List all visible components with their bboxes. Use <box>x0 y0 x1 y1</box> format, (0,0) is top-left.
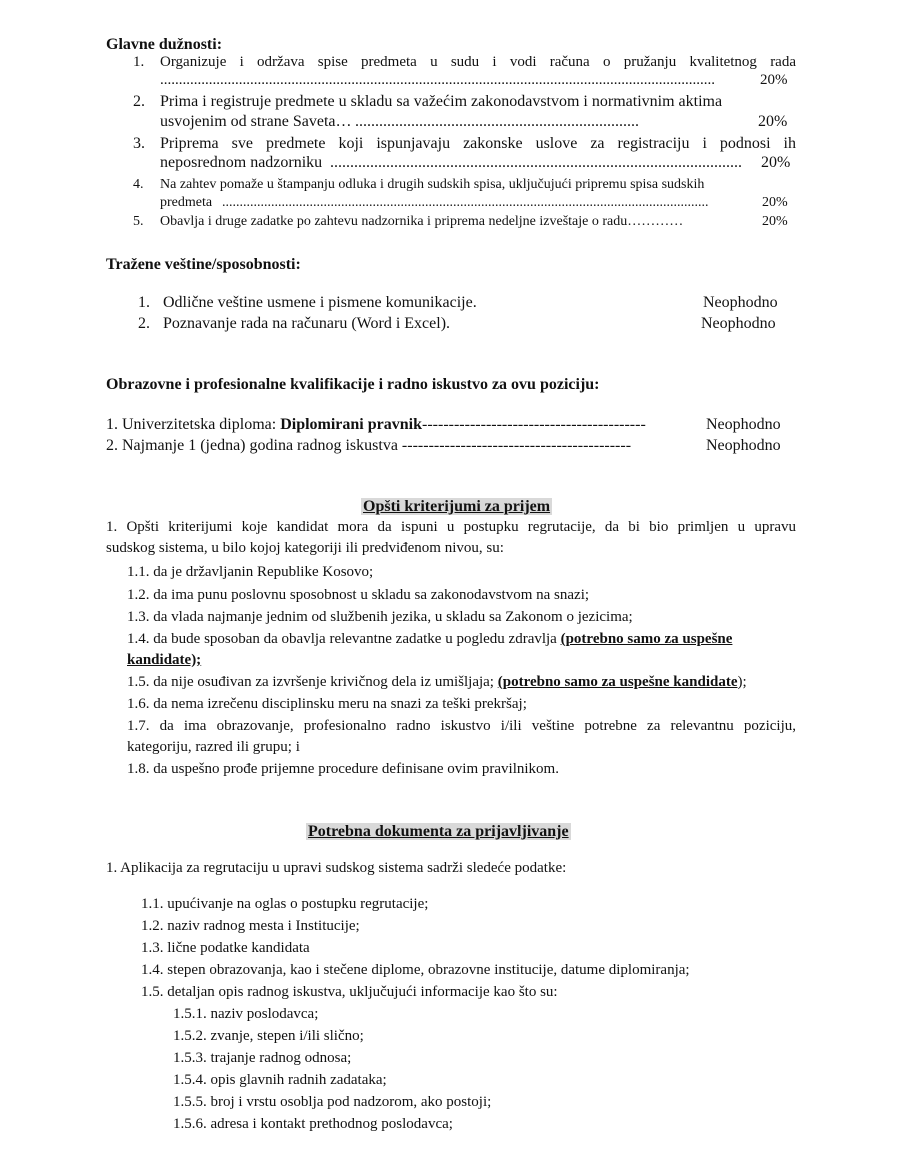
criteria-heading <box>361 498 552 516</box>
duty-5-number: 5. <box>133 214 144 229</box>
skills-heading: Tražene veštine/sposobnosti: <box>106 256 301 273</box>
qualification-2-dashes: ------------------------------------------- <box>401 437 632 454</box>
criteria-item-2: 1.2. da ima punu poslovnu sposobnost u skladu sa zakonodavstvom na snazi; <box>127 587 590 603</box>
duty-4-text-cont: predmeta <box>160 195 213 210</box>
criteria-item-7-cont: kategoriju, razred ili grupu; i <box>127 739 300 755</box>
criteria-item-4-note-cont: kandidate); <box>127 652 202 668</box>
criteria-intro-2: sudskog sistema, u bilo kojoj kategoriji ili predviđenom nivou, su: <box>106 540 504 556</box>
qualification-2-prefix: 2. Najmanje 1 (jedna) godina radnog iskustva <box>106 437 402 454</box>
criteria-item-4 <box>127 631 732 648</box>
duty-1-number: 1. <box>133 54 145 70</box>
duty-5-text: Obavlja i druge zadatke po zahtevu nadzornika i priprema nedeljne izveštaje o radu………… <box>160 214 684 229</box>
documents-item-1: 1.1. upućivanje na oglas o postupku regrutacije; <box>141 896 429 912</box>
duties-heading: Glavne dužnosti: <box>106 36 223 53</box>
duty-2-number: 2. <box>133 93 145 110</box>
qualification-2 <box>106 437 631 455</box>
duty-2-percent: 20% <box>758 113 788 130</box>
skill-2-text: Poznavanje rada na računaru (Word i Excel). <box>163 315 451 332</box>
duty-1-percent: 20% <box>760 72 788 88</box>
qualification-1-dashes: ------------------------------------------ <box>422 416 646 433</box>
documents-item-3: 1.3. lične podatke kandidata <box>141 940 310 956</box>
duty-3-text-cont: neposrednom nadzorniku <box>160 154 323 171</box>
skill-1-status: Neophodno <box>703 294 778 311</box>
skill-1-number: 1. <box>138 294 150 311</box>
documents-item-5: 1.5. detaljan opis radnog iskustva, uključujući informacije kao što su: <box>141 984 558 1000</box>
documents-item-4: 1.4. stepen obrazovanja, kao i stečene diplome, obrazovne institucije, datume diplomiranja; <box>141 962 690 978</box>
documents-subitem-1: 1.5.1. naziv poslodavca; <box>173 1006 319 1022</box>
criteria-item-5-end: ); <box>737 674 747 690</box>
duty-2-dots: ....................................................................... <box>355 113 639 130</box>
documents-subitem-6: 1.5.6. adresa i kontakt prethodnog poslodavca; <box>173 1116 453 1132</box>
duty-4-dots: ........................................................................................................................................... <box>222 195 709 210</box>
documents-intro: 1. Aplikacija za regrutaciju u upravi sudskog sistema sadrži sledeće podatke: <box>106 860 567 876</box>
duty-4-percent: 20% <box>762 195 788 210</box>
duty-1-dots: .................................................................................................................................................... <box>160 72 715 88</box>
duty-3-dots: ....................................................................................................... <box>330 154 742 171</box>
duty-4-text: Na zahtev pomaže u štampanju odluka i drugih sudskih spisa, uključujući pripremu spisa sudskih <box>160 177 705 192</box>
criteria-item-6: 1.6. da nema izrečenu disciplinsku meru na snazi za teški prekršaj; <box>127 696 527 712</box>
duty-2-text-cont: usvojenim od strane Saveta… <box>160 113 352 130</box>
documents-subitem-2: 1.5.2. zvanje, stepen i/ili slično; <box>173 1028 364 1044</box>
documents-subitem-4: 1.5.4. opis glavnih radnih zadataka; <box>173 1072 387 1088</box>
duty-2-text: Prima i registruje predmete u skladu sa važećim zakonodavstvom i normativnim aktima <box>160 93 723 110</box>
qualification-1-status: Neophodno <box>706 416 781 433</box>
duty-4-number: 4. <box>133 177 144 192</box>
duty-3-number: 3. <box>133 135 145 152</box>
qualification-1 <box>106 416 646 434</box>
skill-1-text: Odlične veštine usmene i pismene komunikacije. <box>163 294 477 311</box>
documents-subitem-5: 1.5.5. broj i vrstu osoblja pod nadzorom, ako postoji; <box>173 1094 492 1110</box>
skill-2-status: Neophodno <box>701 315 776 332</box>
criteria-item-5-note: (potrebno samo za uspešne kandidate <box>497 674 738 690</box>
criteria-item-3: 1.3. da vlada najmanje jednim od službenih jezika, u skladu sa Zakonom o jezicima; <box>127 609 633 625</box>
duty-3-percent: 20% <box>761 154 791 171</box>
criteria-item-7: 1.7. da ima obrazovanje, profesionalno radno iskustvo i/ili veštine potrebne za relevantnu poziciju, <box>127 718 796 734</box>
criteria-item-8: 1.8. da uspešno prođe prijemne procedure definisane ovim pravilnikom. <box>127 761 559 777</box>
criteria-item-1: 1.1. da je državljanin Republike Kosovo; <box>127 564 374 580</box>
qualification-2-status: Neophodno <box>706 437 781 454</box>
duty-3-text: Priprema sve predmete koji ispunjavaju zakonske uslove za registraciju i podnosi ih <box>160 135 796 152</box>
criteria-heading-text: Opšti kriterijumi za prijem <box>363 498 551 515</box>
criteria-intro-1: 1. Opšti kriterijumi koje kandidat mora da ispuni u postupku regrutacije, da bi bio primljen u upravu <box>106 519 796 535</box>
duty-1-text: Organizuje i održava spise predmeta u sudu i vodi računa o pružanju kvalitetnog rada <box>160 54 796 70</box>
criteria-item-4-note: (potrebno samo za uspešne <box>560 631 733 647</box>
criteria-item-5 <box>127 674 747 691</box>
skill-2-number: 2. <box>138 315 150 332</box>
duty-5-percent: 20% <box>762 214 788 229</box>
criteria-item-5-text: 1.5. da nije osuđivan za izvršenje krivičnog dela iz umišljaja; <box>127 674 498 690</box>
qualification-1-prefix: 1. Univerzitetska diploma: <box>106 416 281 433</box>
documents-subitem-3: 1.5.3. trajanje radnog odnosa; <box>173 1050 352 1066</box>
qualification-1-degree: Diplomirani pravnik <box>280 416 422 433</box>
documents-heading <box>306 823 571 841</box>
documents-item-2: 1.2. naziv radnog mesta i Institucije; <box>141 918 360 934</box>
documents-heading-text: Potrebna dokumenta za prijavljivanje <box>308 823 569 840</box>
criteria-item-4-text: 1.4. da bude sposoban da obavlja relevantne zadatke u pogledu zdravlja <box>127 631 561 647</box>
qualifications-heading: Obrazovne i profesionalne kvalifikacije i radno iskustvo za ovu poziciju: <box>106 376 600 393</box>
